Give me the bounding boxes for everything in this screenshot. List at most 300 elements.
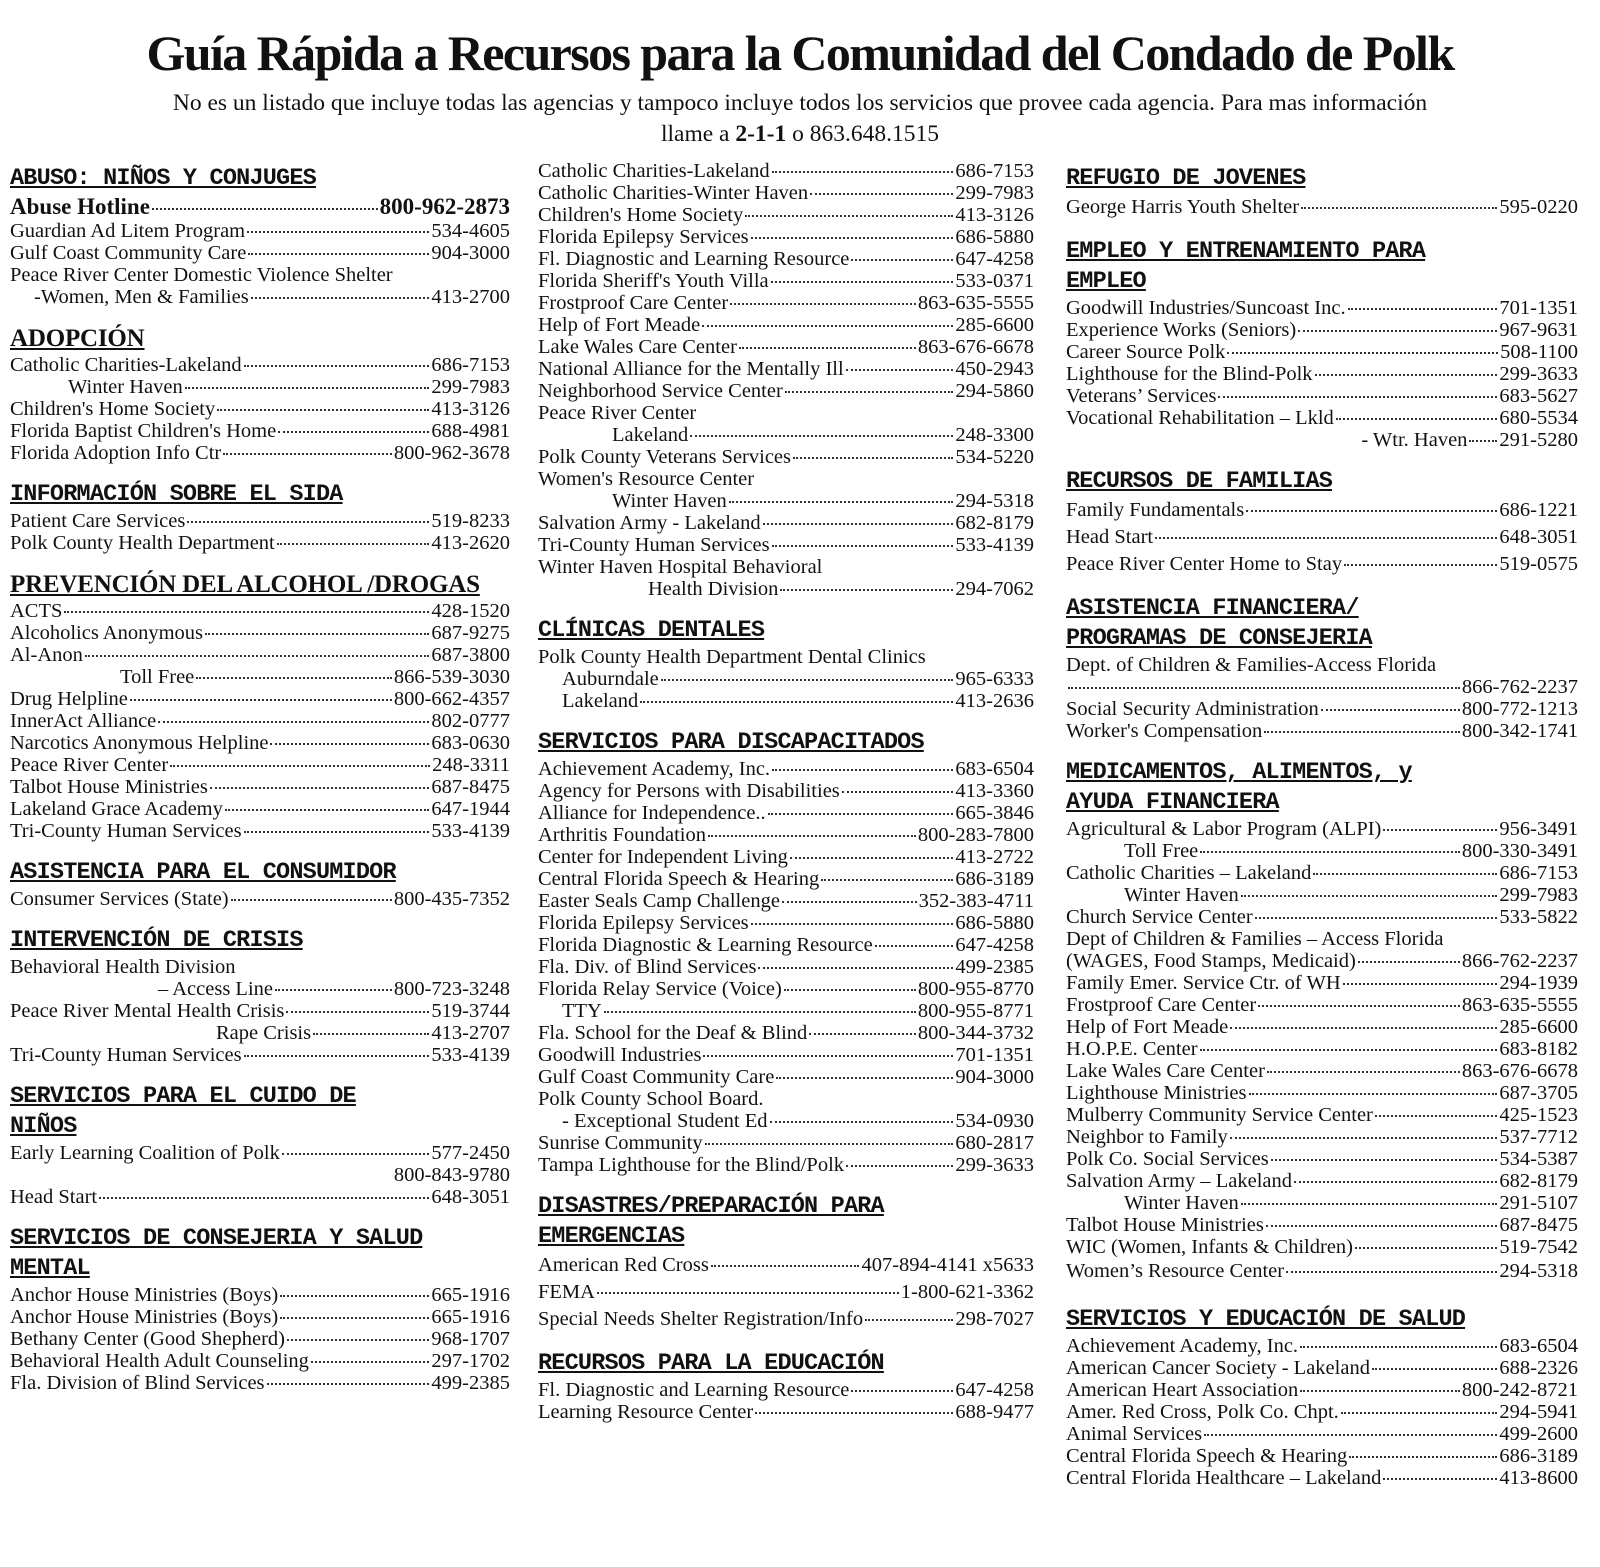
listing-phone: 519-3744	[431, 1000, 510, 1022]
leader-dots	[784, 989, 916, 991]
section-discapacitados	[538, 728, 1034, 1176]
listing-phone: 665-1916	[431, 1284, 510, 1306]
listing-name: Agricultural & Labor Program (ALPI)	[1066, 818, 1382, 840]
listing-name: - Wtr. Haven	[1361, 429, 1468, 451]
listing-phone: 299-7983	[1499, 884, 1578, 906]
listing-name: Winter Haven Hospital Behavioral	[538, 556, 823, 578]
leader-dots	[251, 297, 430, 299]
listing-name: Children's Home Society	[10, 398, 216, 420]
listing-row	[538, 446, 1034, 468]
leader-dots	[248, 253, 429, 255]
listing-name: Florida Sheriff's Youth Villa	[538, 270, 769, 292]
listing-phone: 407-894-4141 x5633	[861, 1254, 1034, 1276]
leader-dots	[1348, 308, 1498, 310]
listing-name: Center for Independent Living	[538, 846, 788, 868]
leader-dots	[865, 1319, 953, 1321]
listing-phone: 537-7712	[1499, 1126, 1578, 1148]
section-cuido-ninos	[10, 1082, 510, 1208]
listing-phone: 248-3311	[432, 754, 510, 776]
listing-row	[538, 1066, 1034, 1088]
listing-phone: 499-2385	[431, 1372, 510, 1394]
leader-dots	[851, 259, 953, 261]
listing-row	[538, 846, 1034, 868]
listing-name: (WAGES, Food Stamps, Medicaid)	[1066, 950, 1356, 972]
listing-row	[10, 1164, 510, 1186]
leader-dots	[1200, 851, 1460, 853]
listing-phone: 800-843-9780	[393, 1164, 510, 1186]
listing-name: Lighthouse Ministries	[1066, 1082, 1247, 1104]
listing-name: Florida Baptist Children's Home	[10, 420, 277, 442]
leader-dots	[846, 369, 954, 371]
listing-name: Arthritis Foundation	[538, 824, 706, 846]
listing-row	[538, 802, 1034, 824]
listing-row	[1066, 551, 1578, 578]
leader-dots	[1300, 1346, 1497, 1348]
listing-row	[538, 1044, 1034, 1066]
listing-name: Central Florida Speech & Hearing	[1066, 1445, 1348, 1467]
leader-dots	[1258, 1005, 1460, 1007]
listing-phone: 688-4981	[431, 420, 510, 442]
listing-phone: 686-3189	[955, 868, 1034, 890]
leader-dots	[1375, 1115, 1498, 1117]
listing-name: Anchor House Ministries (Boys)	[10, 1306, 279, 1328]
leader-dots	[287, 1339, 429, 1341]
listing-phone: 534-0930	[955, 1110, 1034, 1132]
listing-name: Goodwill Industries/Suncoast Inc.	[1066, 297, 1346, 319]
leader-dots	[1255, 917, 1498, 919]
section-refugio	[1066, 164, 1578, 221]
listing-row	[538, 160, 1034, 182]
leader-dots	[130, 699, 392, 701]
listing-name: Amer. Red Cross, Polk Co. Chpt.	[1066, 1401, 1339, 1423]
listing-phone: 450-2943	[955, 358, 1034, 380]
section-heading: ASISTENCIA FINANCIERA/	[1066, 595, 1359, 622]
listing-phone: 866-539-3030	[393, 666, 510, 688]
listing-row	[10, 1022, 510, 1044]
leader-dots	[313, 1033, 429, 1035]
listing-row	[1066, 950, 1578, 972]
listing-row	[10, 688, 510, 710]
listing-name: Church Service Center	[1066, 906, 1253, 928]
listing-name: Health Division	[648, 578, 779, 600]
listing-row	[10, 1372, 510, 1394]
listing-name: American Heart Association	[1066, 1379, 1299, 1401]
listing-row	[10, 1186, 510, 1208]
listing-row	[10, 286, 510, 308]
listing-phone: 683-6504	[955, 758, 1034, 780]
listing-phone: 291-5107	[1499, 1192, 1578, 1214]
listing-row	[10, 600, 510, 622]
leader-dots	[755, 1412, 953, 1414]
leader-dots	[244, 365, 430, 367]
listing-phone: 294-7062	[955, 578, 1034, 600]
listing-row	[538, 380, 1034, 402]
section-adopcion	[10, 324, 510, 464]
listing-name: Al-Anon	[10, 644, 83, 666]
listing-row	[538, 534, 1034, 556]
leader-dots	[708, 835, 916, 837]
listing-phone: 285-6600	[1499, 1016, 1578, 1038]
listing-row	[10, 710, 510, 732]
listing-phone: 285-6600	[955, 314, 1034, 336]
listing-name: Vocational Rehabilitation – Lkld	[1066, 407, 1334, 429]
listing-row	[538, 1022, 1034, 1044]
listing-name: Learning Resource Center	[538, 1401, 754, 1423]
listing-row	[1066, 1082, 1578, 1104]
listing-row	[538, 204, 1034, 226]
section-educacion	[538, 1349, 1034, 1423]
listing-row	[10, 532, 510, 554]
listing-name: Winter Haven	[612, 490, 727, 512]
listing-name: Catholic Charities – Lakeland	[1066, 862, 1312, 884]
listing-row	[538, 424, 1034, 446]
listing-name: Salvation Army - Lakeland	[538, 512, 761, 534]
listing-phone: 299-7983	[955, 182, 1034, 204]
leader-dots	[703, 1055, 953, 1057]
listing-name: TTY	[562, 1000, 602, 1022]
listing-name: Central Florida Healthcare – Lakeland	[1066, 1467, 1382, 1489]
listing-name: ACTS	[10, 600, 63, 622]
listing-name: Winter Haven	[1124, 884, 1239, 906]
listing-name: Children's Home Society	[538, 204, 744, 226]
leader-dots	[225, 809, 430, 811]
listing-row	[1066, 1423, 1578, 1445]
listing-phone: 701-1351	[955, 1044, 1034, 1066]
listing-name: Rape Crisis	[216, 1022, 312, 1044]
listing-row	[1066, 1445, 1578, 1467]
listing-name: Drug Helpline	[10, 688, 128, 710]
listing-row	[538, 336, 1034, 358]
leader-dots	[875, 945, 954, 947]
section-desastres	[538, 1192, 1034, 1333]
listing-phone: 800-962-2873	[379, 194, 510, 219]
leader-dots	[690, 435, 953, 437]
listing-row	[10, 1328, 510, 1350]
listing-phone: 534-5387	[1499, 1148, 1578, 1170]
listing-name: Winter Haven	[1124, 1192, 1239, 1214]
leader-dots	[1355, 1247, 1497, 1249]
listing-phone: 248-3300	[955, 424, 1034, 446]
leader-dots	[776, 1077, 953, 1079]
section-heading: INFORMACIÓN SOBRE EL SIDA	[10, 481, 343, 508]
listing-phone: 683-5627	[1499, 385, 1578, 407]
listing-row	[1066, 818, 1578, 840]
listing-name: Gulf Coast Community Care	[10, 242, 247, 264]
listing-phone: 665-1916	[431, 1306, 510, 1328]
listing-name: Florida Relay Service (Voice)	[538, 978, 782, 1000]
listing-row	[1066, 1016, 1578, 1038]
leader-dots	[1336, 418, 1498, 420]
listing-row	[1066, 319, 1578, 341]
leader-dots	[278, 431, 429, 433]
listing-name: Fla. School for the Deaf & Blind	[538, 1022, 808, 1044]
listing-phone: 800-344-3732	[917, 1022, 1034, 1044]
listing-name: Neighborhood Service Center	[538, 380, 783, 402]
listing-phone: 413-2636	[955, 690, 1034, 712]
listing-phone: 687-8475	[431, 776, 510, 798]
listing-phone: 533-4139	[431, 820, 510, 842]
section-heading: CLÍNICAS DENTALES	[538, 617, 765, 644]
listing-row	[538, 780, 1034, 802]
listing-name: – Access Line	[158, 978, 273, 1000]
section-heading: ADOPCIÓN	[10, 325, 145, 352]
section-heading: INTERVENCIÓN DE CRISIS	[10, 927, 303, 954]
listing-row	[10, 1142, 510, 1164]
leader-dots	[772, 769, 953, 771]
listing-name: Experience Works (Seniors)	[1066, 319, 1297, 341]
listing-phone: 863-676-6678	[917, 336, 1034, 358]
listing-row	[10, 798, 510, 820]
listing-phone: 413-2707	[431, 1022, 510, 1044]
listing-name: Peace River Center Domestic Violence Shelter	[10, 264, 393, 286]
leader-dots	[99, 1197, 429, 1199]
listing-row	[1066, 1104, 1578, 1126]
section-heading: SERVICIOS PARA EL CUIDO DE	[10, 1083, 356, 1110]
listing-row	[1066, 1335, 1578, 1357]
section-asistencia-financiera	[1066, 594, 1578, 742]
leader-dots	[763, 523, 954, 525]
listing-name: Toll Free	[1124, 840, 1199, 862]
listing-name: Behavioral Health Division	[10, 956, 236, 978]
listing-row	[1066, 1170, 1578, 1192]
leader-dots	[604, 1011, 916, 1013]
leader-dots	[1358, 961, 1460, 963]
listing-row	[538, 1279, 1034, 1306]
section-continued-listings	[538, 160, 1034, 600]
leader-dots	[1286, 1271, 1497, 1273]
listing-row	[538, 512, 1034, 534]
leader-dots	[231, 899, 392, 901]
section-heading: PROGRAMAS DE CONSEJERIA	[1066, 625, 1372, 652]
listing-row	[1066, 1236, 1578, 1258]
listing-phone: 800-962-3678	[393, 442, 510, 464]
leader-dots	[1241, 1203, 1498, 1205]
listing-phone: 647-1944	[431, 798, 510, 820]
leader-dots	[702, 325, 953, 327]
listing-name: American Cancer Society - Lakeland	[1066, 1357, 1370, 1379]
listing-name: Behavioral Health Adult Counseling	[10, 1350, 309, 1372]
leader-dots	[758, 967, 953, 969]
listing-phone: 682-8179	[1499, 1170, 1578, 1192]
listing-row	[538, 668, 1034, 690]
subtitle-line-1: No es un listado que incluye todas las agencias y tampoco incluye todos los servicios que provee cada agencia. Para mas información	[172, 90, 1428, 116]
listing-row	[10, 442, 510, 464]
listing-name: Head Start	[10, 1186, 98, 1208]
listing-phone: 647-4258	[955, 934, 1034, 956]
listing-row	[538, 270, 1034, 292]
listing-name: Special Needs Shelter Registration/Info	[538, 1308, 864, 1330]
listing-phone: 956-3491	[1499, 818, 1578, 840]
listing-row	[538, 226, 1034, 248]
listing-name: Alcoholics Anonymous	[10, 622, 204, 644]
leader-dots	[1344, 564, 1497, 566]
leader-dots	[785, 391, 954, 393]
leader-dots	[223, 453, 392, 455]
listing-row	[1066, 720, 1578, 742]
leader-dots	[1155, 537, 1497, 539]
listing-row	[1066, 194, 1578, 221]
leader-dots	[282, 1153, 430, 1155]
listing-phone: 533-0371	[955, 270, 1034, 292]
listing-row	[1066, 297, 1578, 319]
leader-dots	[158, 721, 429, 723]
listing-row	[10, 644, 510, 666]
listing-name: Talbot House Ministries	[1066, 1214, 1264, 1236]
leader-dots	[782, 901, 917, 903]
leader-dots	[1469, 440, 1497, 442]
section-familias	[1066, 467, 1578, 578]
listing-phone: 299-3633	[1499, 363, 1578, 385]
leader-dots	[640, 701, 953, 703]
section-heading: EMERGENCIAS	[538, 1223, 685, 1250]
listing-phone: 519-8233	[431, 510, 510, 532]
listing-name: Achievement Academy, Inc.	[538, 758, 771, 780]
listing-row	[538, 1154, 1034, 1176]
subtitle-post: o 863.648.1515	[786, 121, 940, 147]
listing-phone: 965-6333	[955, 668, 1034, 690]
listing-phone: 687-9275	[431, 622, 510, 644]
listing-row	[10, 194, 510, 220]
listing-name: Abuse Hotline	[10, 194, 150, 219]
section-salud	[1066, 1305, 1578, 1489]
listing-row	[538, 358, 1034, 380]
listing-row	[1066, 994, 1578, 1016]
listing-phone: 686-7153	[955, 160, 1034, 182]
leader-dots	[280, 1317, 429, 1319]
listing-name: Gulf Coast Community Care	[538, 1066, 775, 1088]
listing-phone: 352-383-4711	[918, 890, 1034, 912]
listing-phone: 413-3126	[431, 398, 510, 420]
listing-name: Consumer Services (State)	[10, 888, 229, 910]
listing-row	[538, 934, 1034, 956]
leader-dots	[270, 743, 429, 745]
listing-phone: 802-0777	[431, 710, 510, 732]
listing-row	[538, 1306, 1034, 1333]
leader-dots	[1294, 1181, 1497, 1183]
listing-phone: 577-2450	[431, 1142, 510, 1164]
listing-row	[1066, 407, 1578, 429]
listing-name: National Alliance for the Mentally Ill	[538, 358, 844, 380]
listing-row	[1066, 862, 1578, 884]
listing-name: Dept of Children & Families – Access Florida	[1066, 928, 1444, 950]
listing-row	[538, 890, 1034, 912]
listing-row	[10, 354, 510, 376]
listing-phone: 413-2722	[955, 846, 1034, 868]
section-consejeria-salud-mental	[10, 1224, 510, 1394]
listing-name: Worker's Compensation	[1066, 720, 1263, 742]
leader-dots	[152, 208, 378, 210]
leader-dots	[1372, 1368, 1497, 1370]
listing-phone: 800-723-3248	[393, 978, 510, 1000]
listing-row	[10, 666, 510, 688]
listing-name: Lake Wales Care Center	[538, 336, 737, 358]
subtitle-number-211: 2-1-1	[735, 121, 787, 147]
listing-row	[1066, 1401, 1578, 1423]
listing-phone: 499-2600	[1499, 1423, 1578, 1445]
page-title: Guía Rápida a Recursos para la Comunidad del Condado de Polk	[146, 25, 1454, 81]
listing-name: Easter Seals Camp Challenge	[538, 890, 780, 912]
leader-dots	[851, 1390, 953, 1392]
listing-name: Talbot House Ministries	[10, 776, 208, 798]
listing-row	[10, 376, 510, 398]
leader-dots	[1383, 829, 1497, 831]
leader-dots	[205, 633, 429, 635]
columns	[0, 150, 1600, 1550]
listing-name: Social Security Administration	[1066, 698, 1319, 720]
section-crisis	[10, 926, 510, 1066]
listing-name: Salvation Army – Lakeland	[1066, 1170, 1293, 1192]
leader-dots	[768, 813, 954, 815]
leader-dots	[286, 1011, 429, 1013]
listing-row	[10, 1306, 510, 1328]
section-heading: MEDICAMENTOS, ALIMENTOS, y	[1066, 759, 1412, 786]
listing-row	[1066, 1467, 1578, 1489]
listing-name: Lakeland Grace Academy	[10, 798, 223, 820]
listing-name: Florida Adoption Info Ctr	[10, 442, 222, 464]
listing-phone: 687-3705	[1499, 1082, 1578, 1104]
listing-name: Agency for Persons with Disabilities	[538, 780, 840, 802]
listing-row	[1066, 676, 1578, 698]
listing-row	[538, 690, 1034, 712]
leader-dots	[244, 831, 430, 833]
listing-name: Polk County School Board.	[538, 1088, 764, 1110]
section-heading: RECURSOS PARA LA EDUCACIÓN	[538, 1350, 884, 1377]
listing-phone: 968-1707	[431, 1328, 510, 1350]
leader-dots	[661, 679, 954, 681]
listing-row	[1066, 884, 1578, 906]
page-subtitle	[14, 88, 1586, 150]
leader-dots	[739, 347, 916, 349]
listing-phone: 428-1520	[431, 600, 510, 622]
leader-dots	[809, 1033, 916, 1035]
listing-row	[10, 398, 510, 420]
listing-name: H.O.P.E. Center	[1066, 1038, 1198, 1060]
listing-name: Tampa Lighthouse for the Blind/Polk	[538, 1154, 845, 1176]
listing-phone: 800-330-3491	[1461, 840, 1578, 862]
leader-dots	[1313, 873, 1497, 875]
listing-name: Family Emer. Service Ctr. of WH	[1066, 972, 1341, 994]
leader-dots	[247, 231, 429, 233]
section-heading: SERVICIOS PARA DISCAPACITADOS	[538, 729, 924, 756]
listing-phone: 294-1939	[1499, 972, 1578, 994]
leader-dots	[217, 409, 429, 411]
listing-phone: 299-3633	[955, 1154, 1034, 1176]
section-heading: PREVENCIÓN DEL ALCOHOL /DROGAS	[10, 571, 480, 598]
listing-phone: 648-3051	[431, 1186, 510, 1208]
leader-dots	[1315, 374, 1498, 376]
section-heading: MENTAL	[10, 1255, 90, 1282]
listing-phone: 687-3800	[431, 644, 510, 666]
leader-dots	[1341, 1412, 1498, 1414]
leader-dots	[1230, 1137, 1498, 1139]
listing-phone: 863-635-5555	[917, 292, 1034, 314]
listing-phone: 647-4258	[955, 248, 1034, 270]
listing-row	[1066, 698, 1578, 720]
listing-phone: 291-5280	[1499, 429, 1578, 451]
listing-name: Frostproof Care Center	[1066, 994, 1257, 1016]
listing-row	[538, 248, 1034, 270]
listing-name: Women's Resource Center	[538, 468, 755, 490]
listing-row	[1066, 385, 1578, 407]
leader-dots	[772, 545, 954, 547]
listing-row	[538, 490, 1034, 512]
listing-phone: 682-8179	[955, 512, 1034, 534]
listing-phone: 519-7542	[1499, 1236, 1578, 1258]
listing-row	[10, 776, 510, 798]
listing-name: Toll Free	[120, 666, 195, 688]
listing-phone: 297-1702	[431, 1350, 510, 1372]
leader-dots	[1241, 895, 1498, 897]
